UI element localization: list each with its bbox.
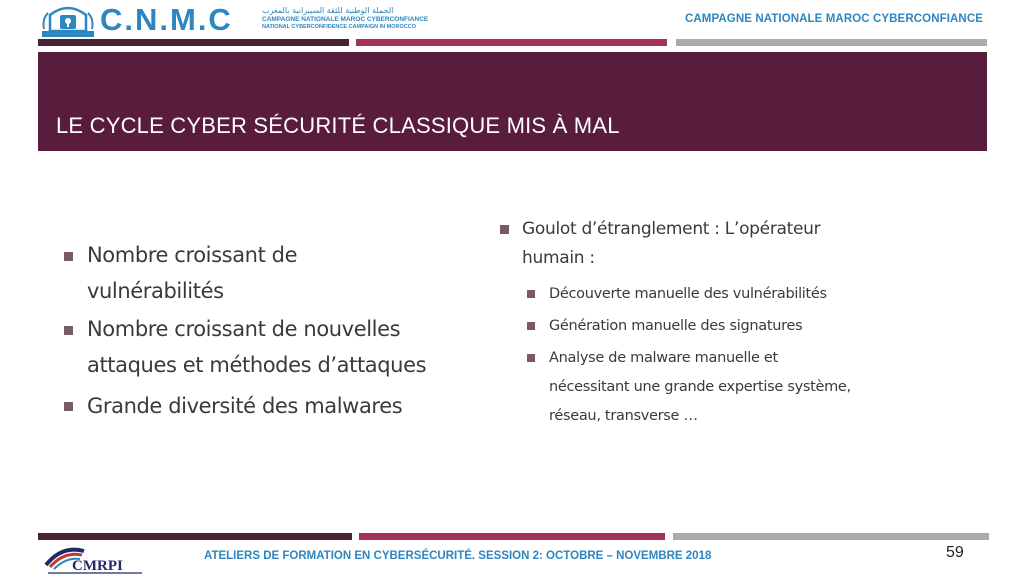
left-bullet-3-line-1: Grande diversité des malwares (87, 394, 403, 418)
bottom-divider-dark (38, 533, 352, 540)
sub-bullet-marker (527, 290, 535, 298)
cmrpi-logo-icon (44, 543, 144, 575)
right-bullet-line-2: humain : (522, 248, 595, 268)
slide-title: LE CYCLE CYBER SÉCURITÉ CLASSIQUE MIS À MAL (56, 113, 620, 138)
cnmc-emblem-icon (40, 3, 96, 39)
logo-arabic-text: الحملة الوطنية للثقة السيبرانية بالمغرب (262, 6, 394, 15)
header-campaign-title: CAMPAGNE NATIONALE MAROC CYBERCONFIANCE (685, 13, 983, 25)
logo-wordmark: C.N.M.C (100, 2, 233, 37)
left-bullet-1-line-2: vulnérabilités (87, 279, 224, 303)
sub-item-3-line-2: nécessitant une grande expertise système, (549, 379, 851, 395)
logo-english-text: NATIONAL CYBERCONFIDENCE CAMPAIGN IN MOROCCO (262, 24, 416, 30)
left-bullet-2-line-1: Nombre croissant de nouvelles (87, 317, 401, 341)
sub-bullet-marker (527, 354, 535, 362)
sub-item-1: Découverte manuelle des vulnérabilités (549, 286, 827, 302)
sub-item-3-line-3: réseau, transverse … (549, 408, 698, 424)
top-divider-magenta (356, 39, 667, 46)
right-bullet-line-1: Goulot d’étranglement : L’opérateur (522, 219, 821, 239)
cmrpi-logo-text: CMRPI (72, 558, 123, 574)
left-bullet-2-line-2: attaques et méthodes d’attaques (87, 353, 427, 377)
bullet-marker (64, 252, 73, 261)
bullet-marker (64, 402, 73, 411)
footer-event-text: ATELIERS DE FORMATION EN CYBERSÉCURITÉ. SESSION 2: OCTOBRE – NOVEMBRE 2018 (204, 550, 712, 562)
sub-bullet-marker (527, 322, 535, 330)
sub-item-2: Génération manuelle des signatures (549, 318, 803, 334)
bullet-marker (500, 225, 509, 234)
bullet-marker (64, 326, 73, 335)
logo-french-text: CAMPAGNE NATIONALE MAROC CYBERCONFIANCE (262, 16, 429, 23)
top-divider-dark (38, 39, 349, 46)
top-divider-gray (676, 39, 987, 46)
bottom-divider-gray (673, 533, 989, 540)
left-bullet-1-line-1: Nombre croissant de (87, 243, 298, 267)
sub-item-3-line-1: Analyse de malware manuelle et (549, 350, 778, 366)
page-number: 59 (946, 544, 964, 561)
bottom-divider-magenta (359, 533, 665, 540)
